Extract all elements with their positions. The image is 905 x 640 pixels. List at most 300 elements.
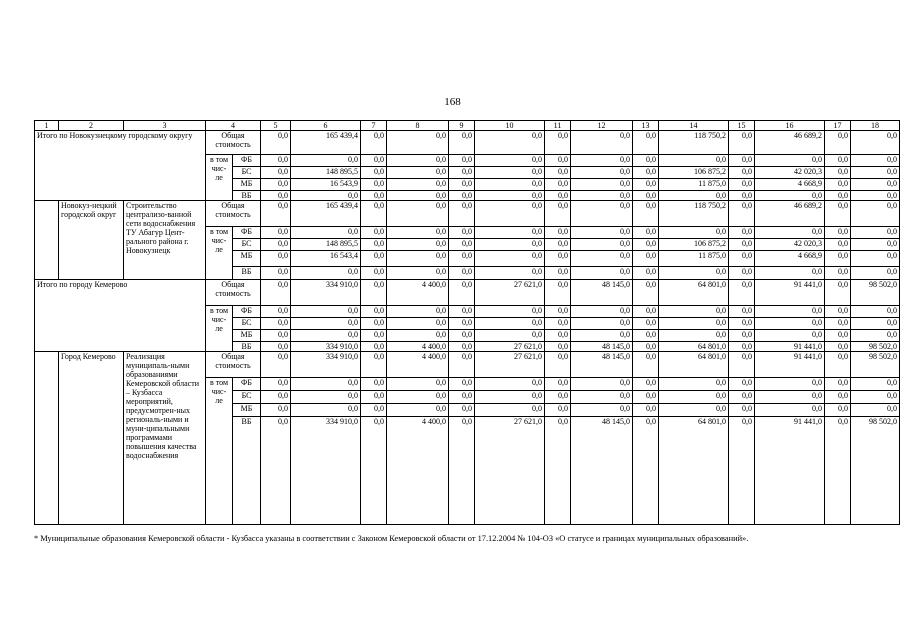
value-cell: 0,0: [659, 330, 729, 342]
value-cell: 0,0: [825, 155, 851, 167]
value-cell: 64 801,0: [659, 342, 729, 352]
funding-source: МБ: [233, 330, 261, 342]
table-row: [35, 352, 900, 378]
value-cell: 0,0: [825, 280, 851, 306]
value-cell: 0,0: [545, 227, 571, 239]
value-cell: 0,0: [633, 227, 659, 239]
value-cell: 48 145,0: [571, 280, 633, 306]
value-cell: 0,0: [261, 239, 291, 251]
value-cell: 0,0: [571, 330, 633, 342]
value-cell: 0,0: [449, 191, 475, 201]
value-cell: 0,0: [475, 167, 545, 179]
value-cell: 0,0: [633, 352, 659, 378]
value-cell: 0,0: [825, 131, 851, 155]
value-cell: 0,0: [755, 306, 825, 318]
value-cell: 0,0: [729, 280, 755, 306]
value-cell: 0,0: [659, 155, 729, 167]
funding-source: БС: [233, 318, 261, 330]
value-cell: 0,0: [361, 306, 387, 318]
value-cell: 0,0: [659, 267, 729, 280]
value-cell: 0,0: [449, 352, 475, 378]
value-cell: 0,0: [449, 404, 475, 417]
value-cell: 0,0: [851, 191, 900, 201]
value-cell: 0,0: [291, 330, 361, 342]
value-cell: 0,0: [729, 404, 755, 417]
value-cell: 0,0: [475, 155, 545, 167]
value-cell: 0,0: [825, 330, 851, 342]
value-cell: 0,0: [361, 191, 387, 201]
column-number: 16: [755, 121, 825, 131]
value-cell: 118 750,2: [659, 201, 729, 227]
value-cell: 0,0: [659, 378, 729, 391]
value-cell: 0,0: [261, 191, 291, 201]
value-cell: 0,0: [571, 239, 633, 251]
value-cell: 0,0: [633, 251, 659, 267]
activity-cell: Реализация муниципаль-ными образованиями Кемеровской области – Кузбасса мероприятий, предусмотрен-ных региональ-ными и муни-ципальными программами повышения качества водоснабжения: [124, 352, 206, 525]
value-cell: 98 502,0: [851, 352, 900, 378]
value-cell: 0,0: [387, 251, 449, 267]
funding-source: ВБ: [233, 267, 261, 280]
including-label: в том чис-ле: [206, 306, 233, 352]
value-cell: 0,0: [825, 179, 851, 191]
value-cell: 0,0: [361, 167, 387, 179]
value-cell: 0,0: [387, 155, 449, 167]
value-cell: 0,0: [291, 318, 361, 330]
value-cell: 0,0: [261, 131, 291, 155]
value-cell: 91 441,0: [755, 352, 825, 378]
funding-source: БС: [233, 239, 261, 251]
value-cell: 0,0: [387, 239, 449, 251]
column-number: 2: [59, 121, 124, 131]
value-cell: 0,0: [387, 267, 449, 280]
value-cell: 0,0: [261, 280, 291, 306]
value-cell: 11 875,0: [659, 179, 729, 191]
value-cell: 0,0: [387, 318, 449, 330]
table-row: [35, 280, 900, 306]
value-cell: 46 689,2: [755, 131, 825, 155]
value-cell: 0,0: [361, 342, 387, 352]
value-cell: 46 689,2: [755, 201, 825, 227]
value-cell: 0,0: [387, 191, 449, 201]
value-cell: 0,0: [851, 267, 900, 280]
value-cell: 0,0: [755, 330, 825, 342]
value-cell: 0,0: [729, 318, 755, 330]
value-cell: 98 502,0: [851, 280, 900, 306]
value-cell: 0,0: [729, 239, 755, 251]
value-cell: 0,0: [261, 391, 291, 404]
value-cell: 11 875,0: [659, 251, 729, 267]
value-cell: 0,0: [545, 330, 571, 342]
value-cell: 0,0: [475, 267, 545, 280]
value-cell: 0,0: [475, 404, 545, 417]
value-cell: 0,0: [729, 227, 755, 239]
value-cell: 0,0: [729, 131, 755, 155]
value-cell: 0,0: [361, 201, 387, 227]
value-cell: 0,0: [659, 404, 729, 417]
value-cell: 0,0: [633, 306, 659, 318]
value-cell: 0,0: [571, 155, 633, 167]
value-cell: 0,0: [361, 378, 387, 391]
footnote: * Муниципальные образования Кемеровской области - Кузбасса указаны в соответствии с Законом Кемеровской области от 17.12.2004 № 104-ОЗ «О статусе и границах муниципальных образований».: [34, 534, 749, 543]
value-cell: 0,0: [387, 167, 449, 179]
value-cell: 0,0: [361, 391, 387, 404]
value-cell: 0,0: [825, 391, 851, 404]
value-cell: 0,0: [729, 417, 755, 525]
value-cell: 27 621,0: [475, 352, 545, 378]
value-cell: 0,0: [755, 267, 825, 280]
value-cell: 0,0: [729, 306, 755, 318]
funding-source: ФБ: [233, 155, 261, 167]
value-cell: 0,0: [361, 417, 387, 525]
value-cell: 0,0: [291, 191, 361, 201]
value-cell: 0,0: [633, 155, 659, 167]
value-cell: 0,0: [545, 167, 571, 179]
value-cell: 0,0: [261, 404, 291, 417]
value-cell: 148 895,5: [291, 167, 361, 179]
value-cell: 0,0: [361, 318, 387, 330]
value-cell: 0,0: [261, 306, 291, 318]
value-cell: 0,0: [633, 404, 659, 417]
value-cell: 0,0: [261, 378, 291, 391]
value-cell: 0,0: [449, 239, 475, 251]
including-label: в том чис-ле: [206, 227, 233, 280]
value-cell: 0,0: [449, 391, 475, 404]
value-cell: 0,0: [475, 318, 545, 330]
column-number: 5: [261, 121, 291, 131]
value-cell: 0,0: [545, 251, 571, 267]
value-cell: 4 668,9: [755, 179, 825, 191]
value-cell: 0,0: [659, 306, 729, 318]
value-cell: 0,0: [755, 191, 825, 201]
value-cell: 0,0: [825, 306, 851, 318]
value-cell: 0,0: [571, 201, 633, 227]
value-cell: 0,0: [449, 131, 475, 155]
value-cell: 0,0: [387, 391, 449, 404]
value-cell: 91 441,0: [755, 417, 825, 525]
funding-source: БС: [233, 391, 261, 404]
value-cell: 0,0: [387, 227, 449, 239]
value-cell: 0,0: [729, 330, 755, 342]
value-cell: 0,0: [545, 267, 571, 280]
value-cell: 64 801,0: [659, 417, 729, 525]
value-cell: 0,0: [659, 391, 729, 404]
value-cell: 0,0: [571, 191, 633, 201]
value-cell: 48 145,0: [571, 342, 633, 352]
value-cell: 0,0: [387, 179, 449, 191]
value-cell: 48 145,0: [571, 417, 633, 525]
value-cell: 0,0: [449, 306, 475, 318]
value-cell: 334 910,0: [291, 352, 361, 378]
value-cell: 0,0: [449, 330, 475, 342]
value-cell: 4 400,0: [387, 352, 449, 378]
value-cell: 0,0: [291, 306, 361, 318]
column-number: 10: [475, 121, 545, 131]
value-cell: 0,0: [755, 404, 825, 417]
funding-source: МБ: [233, 179, 261, 191]
value-cell: 0,0: [475, 227, 545, 239]
value-cell: 0,0: [545, 280, 571, 306]
value-cell: 0,0: [755, 155, 825, 167]
value-cell: 0,0: [633, 191, 659, 201]
territory-cell: Новокуз-нецкий городской округ: [59, 201, 124, 280]
activity-cell: Строительство централизо-ванной сети водоснабжения ТУ Абагур Цент-рального района г. Новокузнецк: [124, 201, 206, 280]
value-cell: 0,0: [571, 306, 633, 318]
value-cell: 0,0: [261, 227, 291, 239]
total-cost-label: Общая стоимость: [206, 201, 261, 227]
territory-cell: Город Кемерово: [59, 352, 124, 525]
value-cell: 0,0: [545, 378, 571, 391]
value-cell: 0,0: [545, 131, 571, 155]
value-cell: 0,0: [361, 267, 387, 280]
column-number: 1: [35, 121, 59, 131]
value-cell: 0,0: [755, 391, 825, 404]
value-cell: 0,0: [545, 391, 571, 404]
column-number: 6: [291, 121, 361, 131]
value-cell: 0,0: [361, 404, 387, 417]
value-cell: 0,0: [261, 417, 291, 525]
value-cell: 0,0: [475, 251, 545, 267]
value-cell: 0,0: [475, 330, 545, 342]
summary-label: Итого по Новокузнецкому городскому округу: [35, 131, 206, 201]
column-number: 7: [361, 121, 387, 131]
value-cell: 0,0: [659, 318, 729, 330]
column-number: 14: [659, 121, 729, 131]
value-cell: 0,0: [545, 191, 571, 201]
value-cell: 0,0: [449, 179, 475, 191]
value-cell: 0,0: [729, 201, 755, 227]
total-cost-label: Общая стоимость: [206, 280, 261, 306]
value-cell: 0,0: [475, 131, 545, 155]
value-cell: 165 439,4: [291, 131, 361, 155]
value-cell: 0,0: [449, 280, 475, 306]
value-cell: 0,0: [361, 179, 387, 191]
value-cell: 0,0: [729, 267, 755, 280]
value-cell: 0,0: [825, 201, 851, 227]
value-cell: 0,0: [851, 131, 900, 155]
value-cell: 0,0: [851, 239, 900, 251]
value-cell: 0,0: [449, 251, 475, 267]
value-cell: 0,0: [545, 155, 571, 167]
value-cell: 165 439,4: [291, 201, 361, 227]
value-cell: 0,0: [755, 378, 825, 391]
summary-label: Итого по городу Кемерово: [35, 280, 206, 352]
value-cell: 334 910,0: [291, 417, 361, 525]
value-cell: 0,0: [361, 330, 387, 342]
value-cell: 0,0: [545, 404, 571, 417]
value-cell: 0,0: [449, 201, 475, 227]
value-cell: 0,0: [545, 417, 571, 525]
value-cell: 0,0: [449, 155, 475, 167]
table-row: [35, 201, 900, 227]
column-number: 12: [571, 121, 633, 131]
value-cell: 0,0: [475, 179, 545, 191]
column-number: 11: [545, 121, 571, 131]
value-cell: 0,0: [729, 179, 755, 191]
column-number: 13: [633, 121, 659, 131]
value-cell: 0,0: [545, 239, 571, 251]
value-cell: 27 621,0: [475, 417, 545, 525]
value-cell: 0,0: [729, 251, 755, 267]
value-cell: 0,0: [387, 378, 449, 391]
value-cell: 0,0: [475, 306, 545, 318]
value-cell: 0,0: [825, 227, 851, 239]
value-cell: 0,0: [825, 191, 851, 201]
value-cell: 0,0: [571, 179, 633, 191]
value-cell: 0,0: [755, 318, 825, 330]
value-cell: 0,0: [571, 404, 633, 417]
value-cell: 0,0: [291, 227, 361, 239]
value-cell: 0,0: [825, 404, 851, 417]
value-cell: 0,0: [825, 267, 851, 280]
value-cell: 0,0: [851, 391, 900, 404]
value-cell: 0,0: [633, 417, 659, 525]
column-number-row: [35, 121, 900, 131]
value-cell: 42 020,3: [755, 167, 825, 179]
funding-source: ВБ: [233, 191, 261, 201]
value-cell: 0,0: [633, 167, 659, 179]
row-number-cell: [35, 201, 59, 280]
value-cell: 0,0: [659, 227, 729, 239]
funding-source: ФБ: [233, 306, 261, 318]
value-cell: 0,0: [449, 417, 475, 525]
column-number: 18: [851, 121, 900, 131]
value-cell: 0,0: [633, 342, 659, 352]
value-cell: 0,0: [449, 318, 475, 330]
value-cell: 0,0: [361, 251, 387, 267]
column-number: 3: [124, 121, 206, 131]
value-cell: 0,0: [571, 318, 633, 330]
value-cell: 0,0: [545, 201, 571, 227]
value-cell: 0,0: [659, 191, 729, 201]
value-cell: 0,0: [851, 179, 900, 191]
column-number: 4: [206, 121, 261, 131]
value-cell: 106 875,2: [659, 239, 729, 251]
value-cell: 0,0: [291, 404, 361, 417]
value-cell: 91 441,0: [755, 280, 825, 306]
value-cell: 27 621,0: [475, 342, 545, 352]
value-cell: 0,0: [825, 167, 851, 179]
value-cell: 0,0: [475, 239, 545, 251]
value-cell: 0,0: [291, 155, 361, 167]
value-cell: 0,0: [361, 280, 387, 306]
value-cell: 0,0: [387, 404, 449, 417]
value-cell: 0,0: [261, 330, 291, 342]
value-cell: 16 543,9: [291, 179, 361, 191]
value-cell: 0,0: [361, 227, 387, 239]
value-cell: 0,0: [633, 378, 659, 391]
value-cell: 0,0: [729, 342, 755, 352]
value-cell: 4 668,9: [755, 251, 825, 267]
value-cell: 0,0: [729, 391, 755, 404]
value-cell: 0,0: [851, 378, 900, 391]
value-cell: 0,0: [291, 267, 361, 280]
value-cell: 91 441,0: [755, 342, 825, 352]
value-cell: 0,0: [851, 251, 900, 267]
value-cell: 0,0: [851, 167, 900, 179]
value-cell: 0,0: [729, 352, 755, 378]
value-cell: 0,0: [449, 378, 475, 391]
value-cell: 148 895,5: [291, 239, 361, 251]
value-cell: 0,0: [633, 131, 659, 155]
funding-source: ФБ: [233, 378, 261, 391]
value-cell: 0,0: [851, 155, 900, 167]
funding-source: ВБ: [233, 417, 261, 525]
funding-source: БС: [233, 167, 261, 179]
value-cell: 0,0: [545, 318, 571, 330]
value-cell: 118 750,2: [659, 131, 729, 155]
value-cell: 0,0: [449, 342, 475, 352]
table-row: [35, 131, 900, 155]
value-cell: 4 400,0: [387, 417, 449, 525]
value-cell: 64 801,0: [659, 280, 729, 306]
row-number-cell: [35, 352, 59, 525]
value-cell: 106 875,2: [659, 167, 729, 179]
page-number: 168: [444, 96, 461, 108]
value-cell: 0,0: [851, 201, 900, 227]
value-cell: 0,0: [449, 267, 475, 280]
value-cell: 0,0: [633, 201, 659, 227]
value-cell: 0,0: [825, 251, 851, 267]
value-cell: 0,0: [291, 391, 361, 404]
value-cell: 0,0: [633, 179, 659, 191]
value-cell: 0,0: [633, 391, 659, 404]
value-cell: 0,0: [571, 267, 633, 280]
value-cell: 0,0: [571, 227, 633, 239]
value-cell: 0,0: [291, 378, 361, 391]
value-cell: 334 910,0: [291, 342, 361, 352]
value-cell: 0,0: [545, 342, 571, 352]
value-cell: 0,0: [449, 227, 475, 239]
value-cell: 0,0: [387, 306, 449, 318]
value-cell: 0,0: [825, 342, 851, 352]
value-cell: 0,0: [361, 155, 387, 167]
value-cell: 0,0: [755, 227, 825, 239]
value-cell: 0,0: [261, 352, 291, 378]
value-cell: 0,0: [571, 391, 633, 404]
value-cell: 0,0: [387, 131, 449, 155]
value-cell: 0,0: [475, 378, 545, 391]
funding-source: МБ: [233, 404, 261, 417]
value-cell: 0,0: [571, 378, 633, 391]
value-cell: 16 543,4: [291, 251, 361, 267]
value-cell: 64 801,0: [659, 352, 729, 378]
value-cell: 98 502,0: [851, 342, 900, 352]
including-label: в том чис-ле: [206, 378, 233, 525]
value-cell: 0,0: [633, 318, 659, 330]
column-number: 8: [387, 121, 449, 131]
value-cell: 0,0: [387, 201, 449, 227]
value-cell: 0,0: [633, 330, 659, 342]
value-cell: 0,0: [261, 267, 291, 280]
value-cell: 0,0: [545, 179, 571, 191]
value-cell: 0,0: [361, 352, 387, 378]
value-cell: 0,0: [475, 201, 545, 227]
value-cell: 0,0: [729, 378, 755, 391]
value-cell: 0,0: [825, 318, 851, 330]
value-cell: 0,0: [851, 227, 900, 239]
value-cell: 0,0: [545, 306, 571, 318]
funding-source: ВБ: [233, 342, 261, 352]
value-cell: 0,0: [261, 155, 291, 167]
value-cell: 0,0: [261, 167, 291, 179]
value-cell: 27 621,0: [475, 280, 545, 306]
value-cell: 4 400,0: [387, 342, 449, 352]
column-number: 17: [825, 121, 851, 131]
including-label: в том чис-ле: [206, 155, 233, 201]
value-cell: 0,0: [729, 167, 755, 179]
value-cell: 0,0: [449, 167, 475, 179]
value-cell: 0,0: [387, 330, 449, 342]
